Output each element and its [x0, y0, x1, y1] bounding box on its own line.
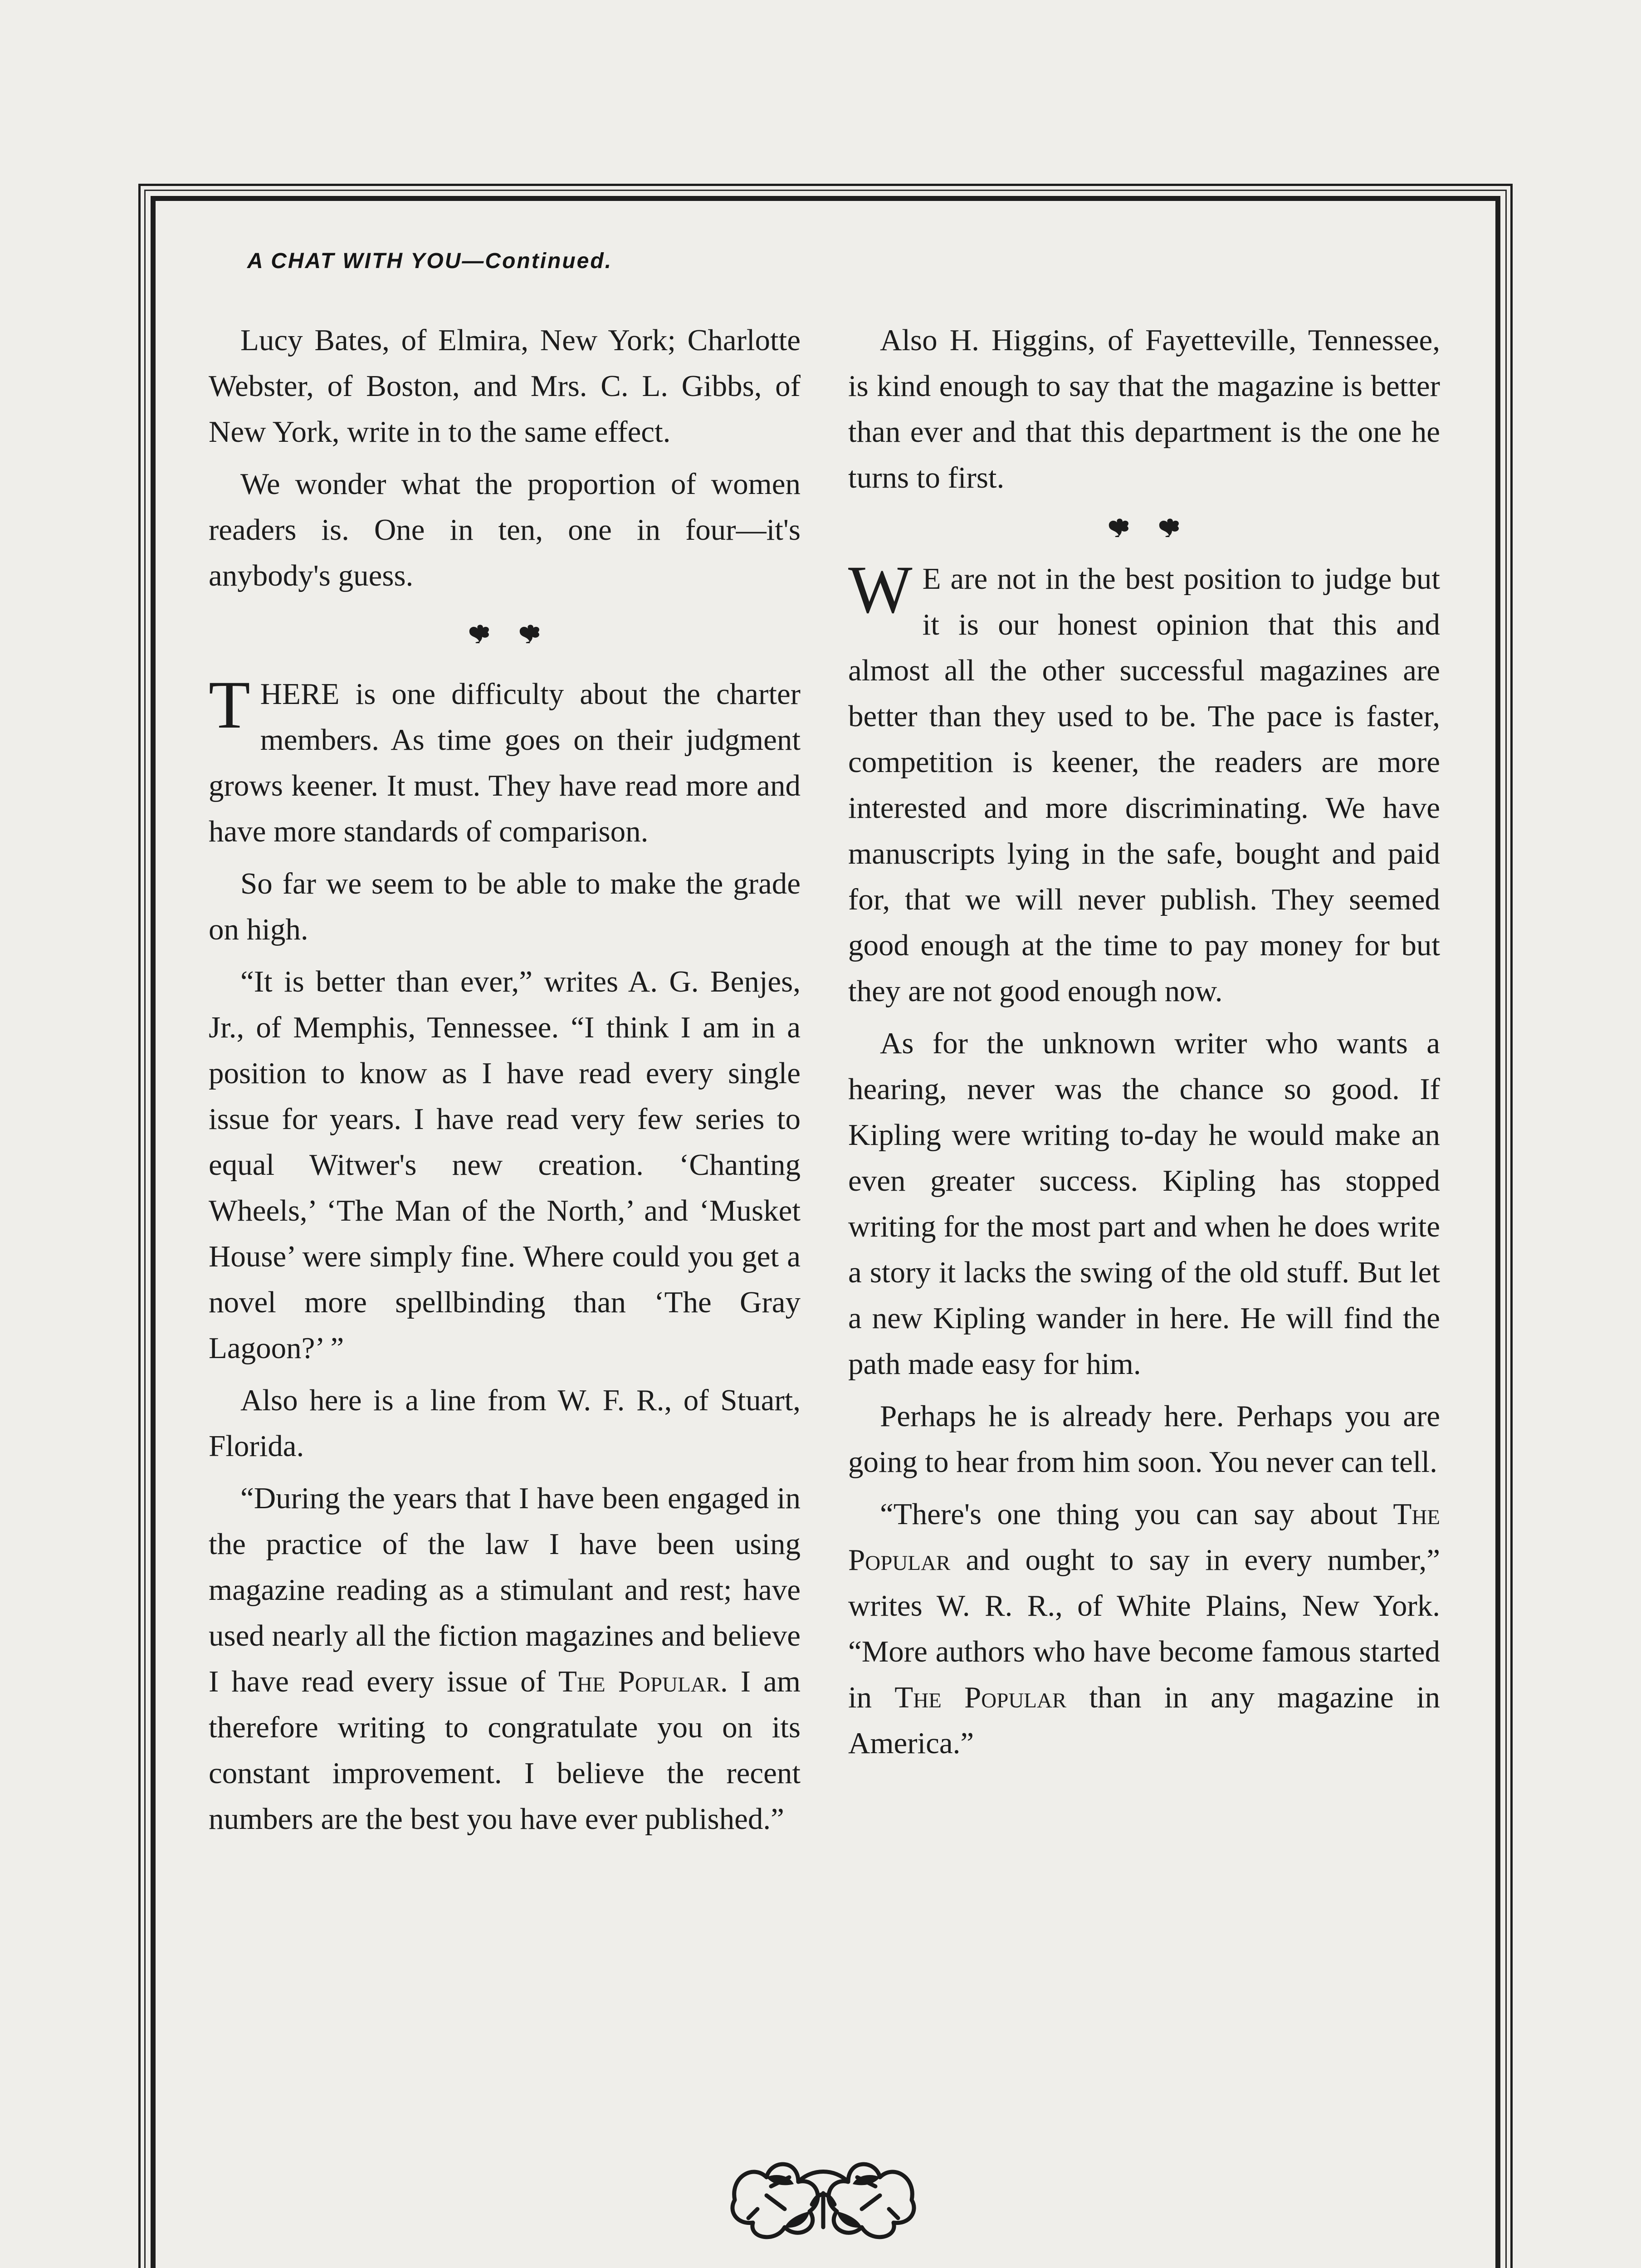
fleuron-icon: [1106, 516, 1132, 537]
paragraph: So far we seem to be able to make the grade on high.: [209, 867, 801, 946]
paragraph: Also H. Higgins, of Fayetteville, Tennessee, is kind enough to say that the magazine is better than ever and that this department is the one he turns to first.: [848, 323, 1440, 494]
paragraph-text: E are not in the best position to judge but it is our honest opinion that this and almost all the other successful magazines are better than they used to be. The pace is faster, competition is keener, the readers are more interested and more discriminating. We have manuscripts lying in the safe, bought and paid for, that we will never publish. They seemed good enough at the time to pay money for but they are not good enough now.: [848, 562, 1440, 1008]
paragraph-text: “There's one thing you can say about: [880, 1497, 1377, 1531]
paragraph: [848, 1491, 1440, 1766]
drop-cap: T: [209, 667, 250, 743]
paragraph-text: than in any magazine in America.”: [848, 1681, 1440, 1760]
left-column: [209, 318, 801, 1848]
paragraph: Perhaps he is already here. Perhaps you are going to hear from him soon. You never can tell.: [848, 1399, 1440, 1479]
paragraph: Also here is a line from W. F. R., of Stuart, Florida.: [209, 1383, 801, 1463]
paragraph-text: and ought to say in every number,” writes W. R. R., of White Plains, New York. “More authors who have become famous started in: [848, 1543, 1441, 1714]
paragraph-dropcap: [209, 667, 801, 855]
paragraph: [209, 1476, 801, 1842]
fleuron-icon: [517, 622, 542, 643]
fleuron-divider: [209, 616, 801, 644]
fleuron-divider: [848, 510, 1440, 538]
paragraph-text: “During the years that I have been engaged in the practice of the law I have been using magazine reading as a stimulant and rest; have used nearly all the fiction magazines and believe I have read every issue of: [209, 1481, 801, 1698]
paragraph-text: HERE is one difficulty about the charter members. As time goes on their judgment grows keener. It must. They have read more and have more standards of comparison.: [209, 677, 801, 848]
paragraph: Lucy Bates, of Elmira, New York; Charlotte Webster, of Boston, and Mrs. C. L. Gibbs, of New York, write in to the same effect.: [209, 323, 801, 449]
paragraph: As for the unknown writer who wants a hearing, never was the chance so good. If Kipling were writing to-day he would make an even greater success. Kipling has stopped writing for the most part and when he does write a story it lacks the swing of the old stuff. But let a new Kipling wander in here. He will find the path made easy for him.: [848, 1026, 1440, 1381]
magazine-title: The Popular: [894, 1681, 1067, 1714]
paragraph: We wonder what the proportion of women readers is. One in ten, one in four—it's anybody's guess.: [209, 467, 801, 592]
drop-cap: W: [848, 552, 913, 627]
paragraph: “It is better than ever,” writes A. G. Benjes, Jr., of Memphis, Tennessee. “I think I am in a position to know as I have read every single issue for years. I have read very few series to equal Witwer's new creation. ‘Chanting Wheels,’ ‘The Man of the North,’ and ‘Musket House’ were simply fine. Where could you get a novel more spellbinding than ‘The Gray Lagoon?’ ”: [209, 965, 801, 1365]
page-header: A CHAT WITH YOU—Continued.: [247, 249, 613, 273]
leaf-ornament-icon: [721, 2150, 925, 2245]
paragraph-dropcap: [848, 552, 1440, 1014]
magazine-title: The Popular: [848, 1497, 1440, 1577]
fleuron-icon: [467, 622, 492, 643]
right-column: [848, 318, 1440, 1773]
fleuron-icon: [1157, 516, 1182, 537]
magazine-title: The Popular: [558, 1665, 720, 1698]
paragraph-text: . I am therefore writing to congratulate you on its constant improvement. I believe the recent numbers are the best you have ever published.”: [209, 1665, 801, 1836]
